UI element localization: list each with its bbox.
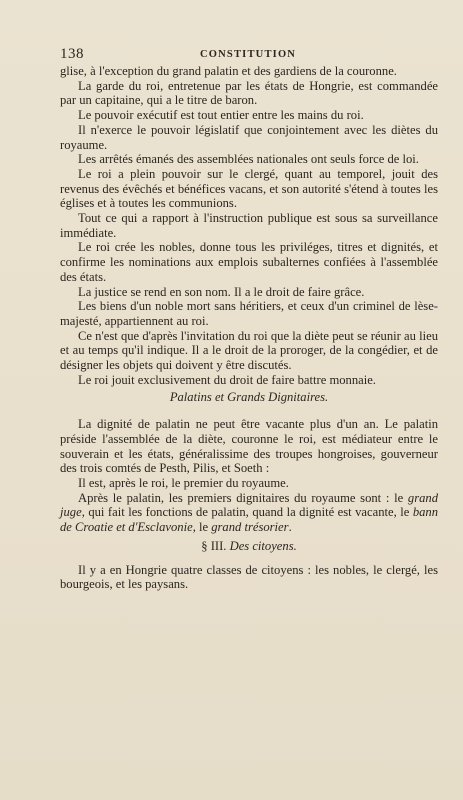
paragraph: Tout ce qui a rapport à l'instruction publique est sous sa surveillance immédiate. xyxy=(60,211,438,240)
paragraph: Les arrêtés émanés des assemblées nationales ont seuls force de loi. xyxy=(78,152,419,167)
paragraph: glise, à l'exception du grand palatin et des gardiens de la couronne. xyxy=(60,64,397,78)
paragraph: Il est, après le roi, le premier du royaume. xyxy=(78,475,289,490)
paragraph: Le roi jouit exclusivement du droit de faire battre monnaie. xyxy=(78,372,376,387)
section-title: Des citoyens. xyxy=(229,538,297,553)
page-number: 138 xyxy=(60,46,84,62)
body-text xyxy=(60,64,438,592)
page-header xyxy=(60,46,436,62)
paragraph-dignitaries xyxy=(60,491,438,535)
italic-term: grand juge xyxy=(60,490,438,520)
text-run: Après le palatin, les premiers dignitaires du royaume sont : le xyxy=(78,490,408,505)
running-title: CONSTITUTION xyxy=(200,49,297,60)
paragraph: Il y a en Hongrie quatre classes de citoyens : les nobles, le clergé, les bourgeois, et les paysans. xyxy=(60,562,438,592)
section-number: § III. xyxy=(201,538,227,553)
paragraph: Il n'exerce le pouvoir législatif que conjointement avec les diètes du royaume. xyxy=(60,122,438,152)
paragraph: La garde du roi, entretenue par les états de Hongrie, est commandée par un capitaine, qui a le titre de baron. xyxy=(60,78,438,108)
section-heading xyxy=(60,539,438,554)
paragraph: La justice se rend en son nom. Il a le droit de faire grâce. xyxy=(78,284,365,299)
paragraph: Le pouvoir exécutif est tout entier entre les mains du roi. xyxy=(78,108,364,123)
paragraph: Ce n'est que d'après l'invitation du roi que la diète peut se réunir au lieu et au temps qu'il indique. Il a le droit de la proroger, de la congédier, et de désigner les objets qui doivent y être discutés. xyxy=(60,328,438,373)
text-run: . xyxy=(288,520,292,535)
subheading: Palatins et Grands Dignitaires. xyxy=(169,390,329,405)
text-run: , le xyxy=(192,520,212,535)
italic-term: bann de Croatie et d'Esclavonie xyxy=(60,505,438,535)
paragraph: Le roi a plein pouvoir sur le clergé, quant au temporel, jouit des revenus des évêchés et bénéfices vacans, et son autorité s'étend à toutes les églises et à toutes les communions. xyxy=(60,166,438,211)
italic-term: grand trésorier xyxy=(211,520,289,535)
paragraph: Le roi crée les nobles, donne tous les priviléges, titres et dignités, et confirme les nominations aux emplois subalternes confiées à l'assemblée des états. xyxy=(60,240,438,284)
paragraph: Les biens d'un noble mort sans héritiers, et ceux d'un criminel de lèse-majesté, appartiennent au roi. xyxy=(60,299,438,328)
text-run: , qui fait les fonctions de palatin, quand la dignité est vacante, le xyxy=(81,505,413,520)
paragraph: La dignité de palatin ne peut être vacante plus d'un an. Le palatin préside l'assemblée de la diète, couronne le roi, est médiateur entre le souverain et les états, généralissime des troupes hongroises, gouverneur des trois comtés de Pesth, Pilis, et Soeth : xyxy=(60,417,438,476)
